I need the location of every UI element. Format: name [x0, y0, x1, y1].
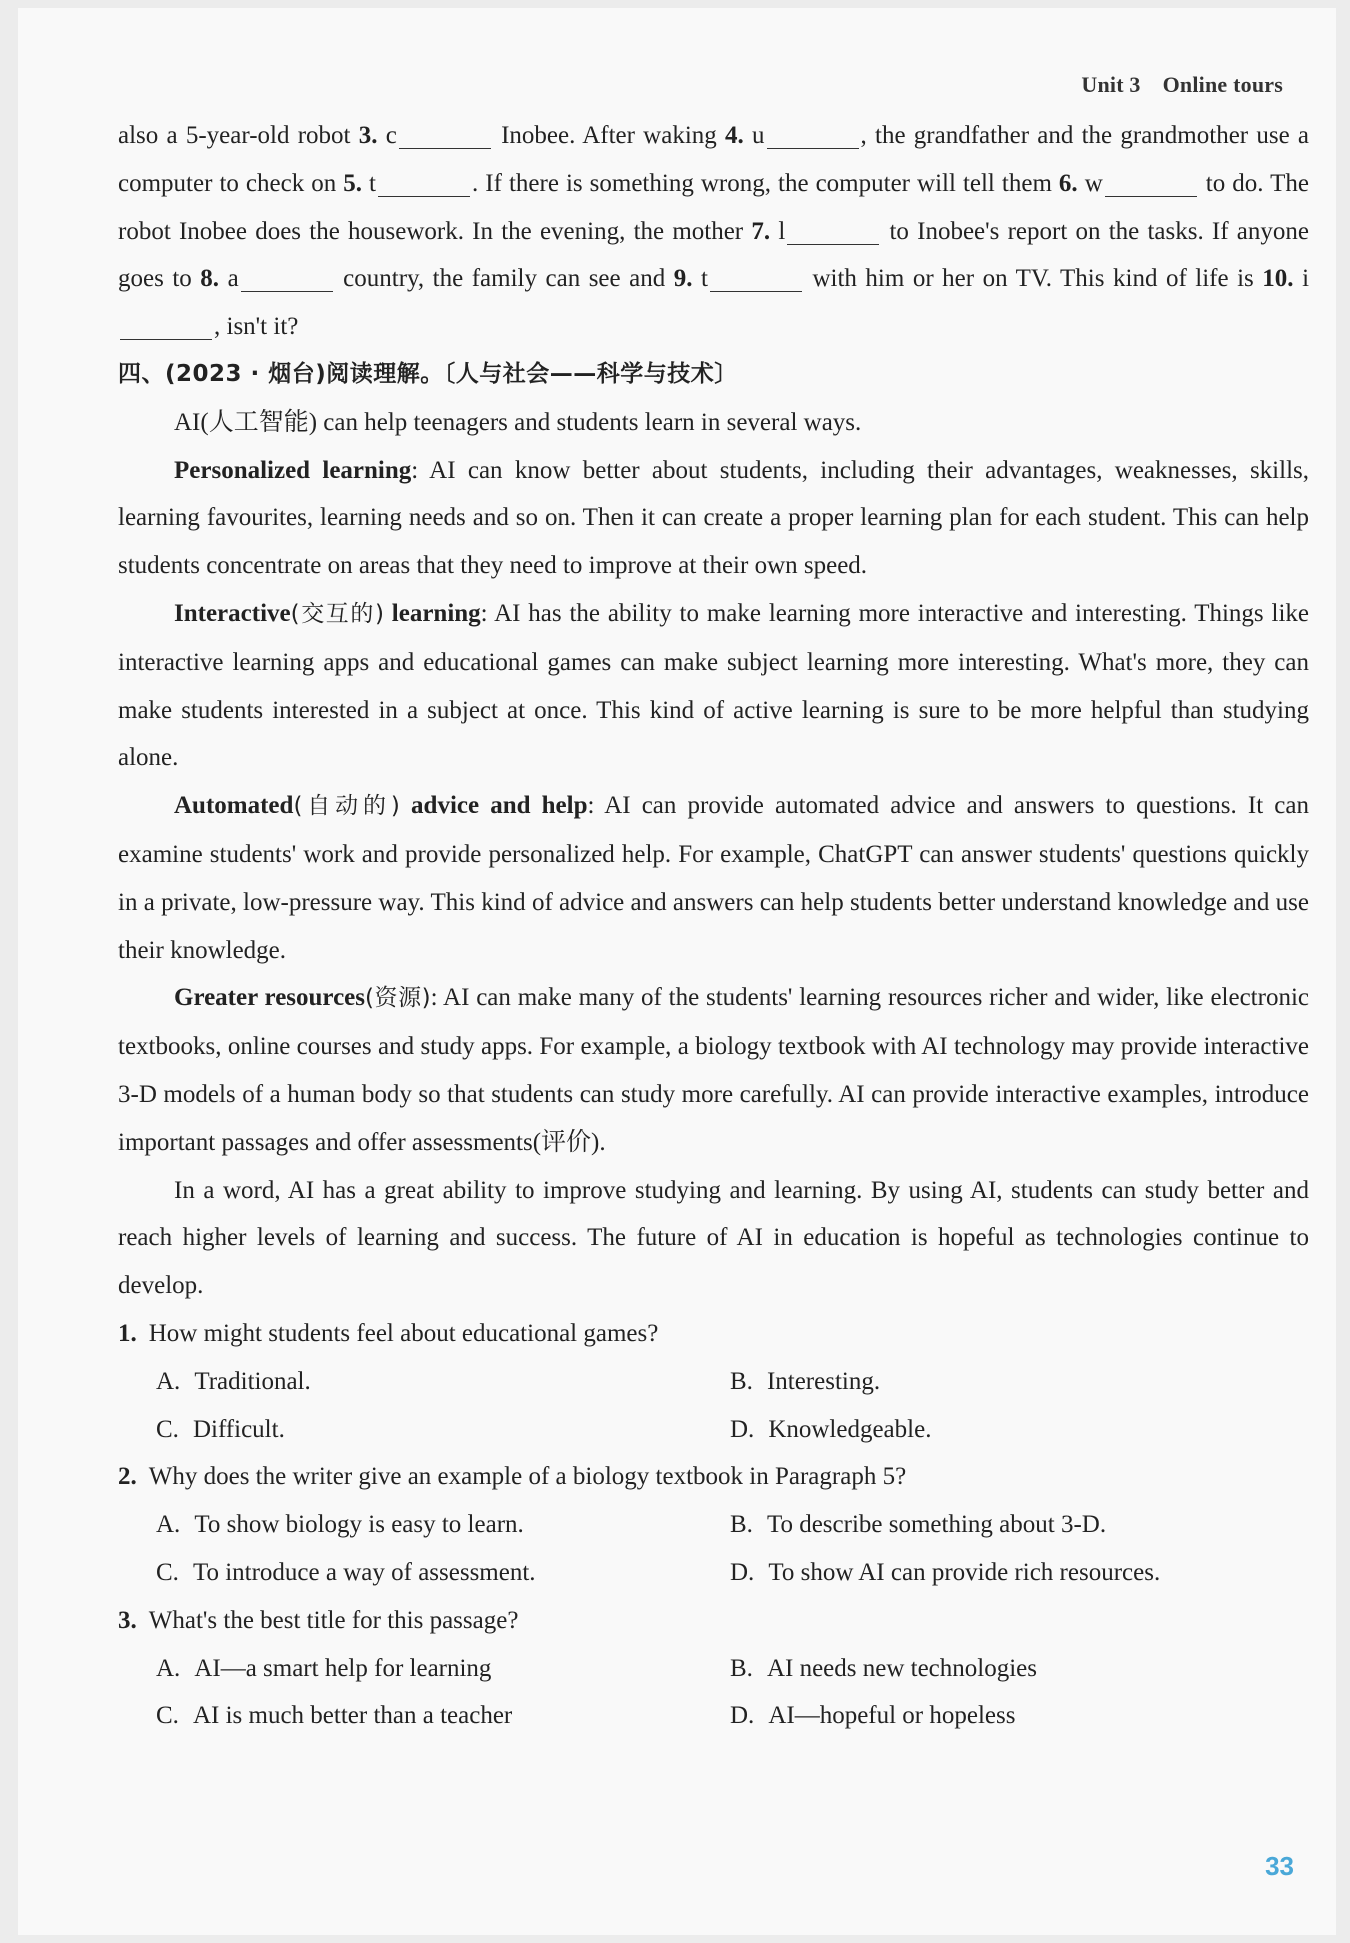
question-3: [118, 1597, 1309, 1740]
option-text: Interesting.: [766, 1367, 881, 1395]
question-number: 1.: [118, 1319, 137, 1347]
paragraph-heading: advice and help: [399, 792, 588, 820]
option-letter: B.: [730, 1654, 753, 1682]
blank-3[interactable]: [399, 120, 491, 149]
blank-letter: c: [385, 122, 397, 149]
blank-4[interactable]: [767, 120, 859, 149]
cloze-text: to do. The robot Inobee does the housework. In the evening, the mother: [118, 169, 1309, 245]
option-text: To describe something about 3-D.: [766, 1511, 1107, 1539]
option-letter: C.: [156, 1415, 179, 1443]
cloze-text: , the grandfather and the grandmother use a computer to check on: [118, 122, 1310, 197]
cloze-text: to Inobee's report on the tasks. If anyone goes to: [118, 217, 1309, 293]
paragraph-heading: Automated: [174, 792, 294, 820]
section-title: 四、(2023 · 烟台)阅读理解。〔人与社会——科学与技术〕: [118, 360, 738, 387]
blank-letter: w: [1084, 169, 1103, 197]
running-header: [1081, 72, 1283, 98]
blank-number: 7.: [751, 217, 771, 245]
passage-paragraph-6: [118, 1167, 1309, 1310]
option-b[interactable]: [730, 1501, 1304, 1549]
cloze-text: . If there is something wrong, the computer will tell them: [472, 169, 1059, 197]
option-letter: B.: [730, 1367, 753, 1395]
option-d[interactable]: [730, 1549, 1304, 1597]
option-b[interactable]: [730, 1358, 1304, 1406]
blank-5[interactable]: [378, 168, 470, 197]
question-1: [118, 1310, 1309, 1453]
option-c[interactable]: [156, 1549, 730, 1597]
paragraph-heading: Personalized learning: [174, 456, 412, 484]
blank-9[interactable]: [710, 263, 802, 292]
page-number: 33: [1265, 1851, 1294, 1881]
cloze-text: , isn't it?: [214, 313, 299, 341]
blank-8[interactable]: [241, 263, 333, 292]
option-letter: D.: [730, 1558, 755, 1586]
passage-paragraph-1: [118, 399, 1309, 447]
option-letter: C.: [156, 1558, 179, 1586]
cloze-text: also a 5-year-old robot: [118, 122, 359, 149]
option-a[interactable]: [156, 1501, 730, 1549]
blank-number: 8.: [200, 265, 220, 293]
option-d[interactable]: [730, 1406, 1304, 1454]
question-text: What's the best title for this passage?: [148, 1606, 519, 1634]
blank-number: 5.: [343, 169, 363, 197]
chinese-gloss: (资源): [365, 985, 431, 1012]
paragraph-text: : AI can provide automated advice and answers to questions. It can examine students' work and provide personalized help. For example, ChatGPT can answer students' questions quickly in a private, low-pressure way. This kind of advice and answers can help students better understand knowledge and use their knowledge.: [118, 792, 1310, 964]
blank-letter: i: [1302, 265, 1310, 293]
option-text: Knowledgeable.: [768, 1415, 932, 1443]
blank-number: 3.: [358, 122, 378, 149]
option-letter: D.: [730, 1415, 755, 1443]
option-text: AI needs new technologies: [766, 1654, 1037, 1682]
blank-letter: t: [701, 265, 708, 293]
passage-paragraph-4: [118, 782, 1309, 974]
passage-paragraph-3: [118, 590, 1309, 782]
option-letter: B.: [730, 1511, 753, 1539]
option-letter: A.: [156, 1511, 181, 1539]
option-b[interactable]: [730, 1645, 1304, 1693]
option-letter: A.: [156, 1654, 181, 1682]
paragraph-text: AI(人工智能) can help teenagers and students learn in several ways.: [174, 408, 862, 436]
option-c[interactable]: [156, 1406, 730, 1454]
option-text: Difficult.: [192, 1415, 285, 1443]
option-d[interactable]: [730, 1692, 1304, 1740]
paragraph-text: : AI has the ability to make learning more interactive and interesting. Things like interactive learning apps and educational games can make subject learning more interesting. What's more, they can make students interested in a subject at once. This kind of active learning is sure to be more helpful than studying alone.: [118, 599, 1309, 772]
option-text: To introduce a way of assessment.: [192, 1558, 536, 1586]
question-number: 2.: [118, 1463, 137, 1491]
paragraph-heading: learning: [383, 599, 481, 627]
page: [18, 8, 1336, 1935]
cloze-text: Inobee. After waking: [492, 122, 726, 149]
option-text: To show AI can provide rich resources.: [768, 1558, 1161, 1586]
option-text: AI—hopeful or hopeless: [768, 1702, 1016, 1730]
question-text: Why does the writer give an example of a biology textbook in Paragraph 5?: [148, 1463, 907, 1491]
blank-6[interactable]: [1105, 168, 1197, 197]
blank-letter: t: [369, 169, 376, 197]
option-a[interactable]: [156, 1645, 730, 1693]
option-letter: C.: [156, 1702, 179, 1730]
cloze-paragraph: [118, 112, 1309, 351]
option-letter: D.: [730, 1702, 755, 1730]
passage-paragraph-2: [118, 447, 1309, 590]
blank-10[interactable]: [120, 311, 212, 340]
blank-letter: l: [778, 217, 786, 245]
option-text: AI—a smart help for learning: [194, 1654, 492, 1682]
blank-number: 9.: [673, 265, 693, 293]
question-2: [118, 1453, 1309, 1596]
chinese-gloss: (交互的): [290, 600, 384, 627]
question-number: 3.: [118, 1606, 137, 1634]
paragraph-text: In a word, AI has a great ability to improve studying and learning. By using AI, students can study better and reach higher levels of learning and success. The future of AI in education is hopeful as technologies continue to develop.: [118, 1176, 1309, 1300]
blank-7[interactable]: [787, 216, 879, 245]
blank-letter: a: [227, 265, 239, 293]
option-text: To show biology is easy to learn.: [194, 1511, 524, 1539]
unit-label: Unit 3: [1081, 72, 1141, 97]
option-letter: A.: [156, 1367, 181, 1395]
blank-number: 10.: [1262, 265, 1294, 293]
paragraph-text: : AI can know better about students, including their advantages, weaknesses, skills, learning favourites, learning needs and so on. Then it can create a proper learning plan for each student. This can help students concentrate on areas that they need to improve at their own speed.: [118, 456, 1309, 580]
blank-letter: u: [752, 122, 765, 149]
unit-title: Online tours: [1162, 72, 1283, 97]
cloze-text: country, the family can see and: [334, 265, 674, 293]
paragraph-heading: Interactive: [174, 599, 291, 627]
paragraph-heading: Greater resources: [174, 984, 366, 1012]
option-a[interactable]: [156, 1358, 730, 1406]
passage-paragraph-5: [118, 974, 1309, 1166]
content: [118, 112, 1309, 1740]
chinese-gloss: (自动的): [293, 793, 400, 820]
blank-number: 6.: [1058, 169, 1078, 197]
cloze-text: with him or her on TV. This kind of life is: [803, 265, 1263, 293]
paragraph-text: : AI can make many of the students' learning resources richer and wider, like electronic textbooks, online courses and study apps. For example, a biology textbook with AI technology may provide interactive 3-D models of a human body so that students can study more carefully. AI can provide interactive examples, introduce important passages and offer assessments(评价).: [118, 984, 1309, 1156]
blank-number: 4.: [725, 122, 744, 149]
option-text: Traditional.: [194, 1367, 311, 1395]
option-c[interactable]: [156, 1692, 730, 1740]
option-text: AI is much better than a teacher: [192, 1702, 513, 1730]
question-text: How might students feel about educational games?: [148, 1319, 659, 1347]
